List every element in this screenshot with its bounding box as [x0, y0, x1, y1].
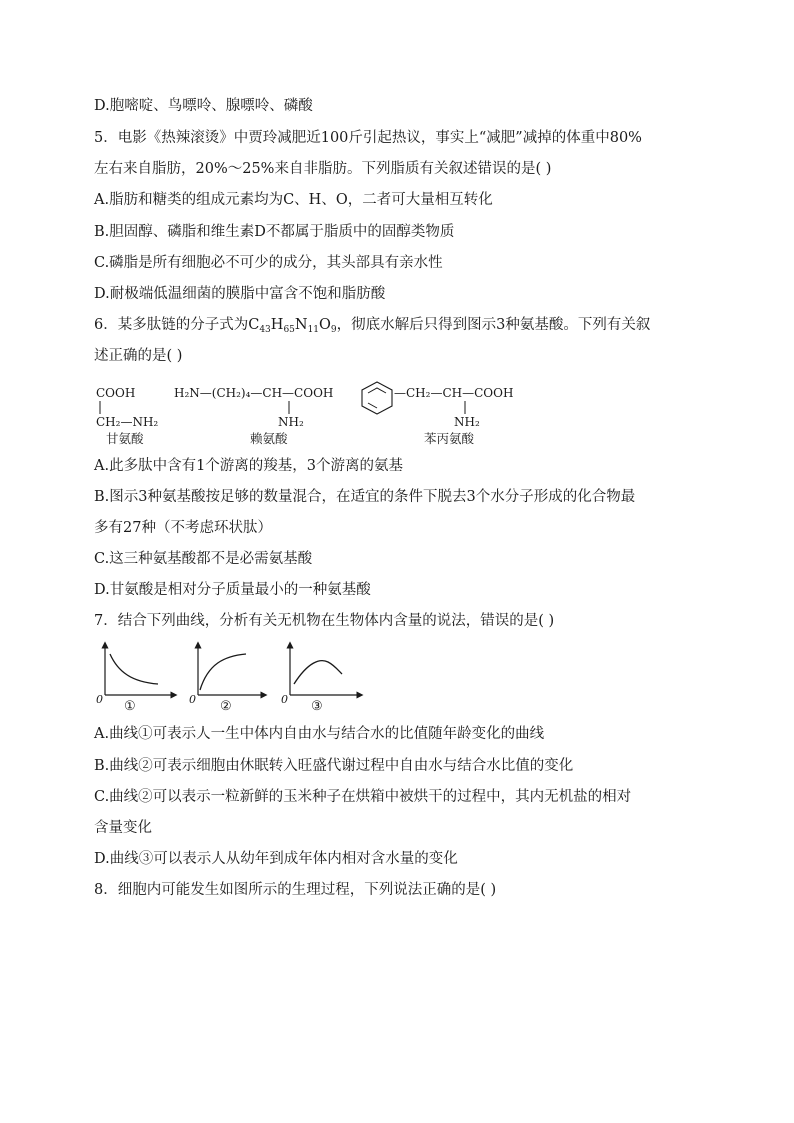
graph-1-label: ①: [124, 699, 136, 714]
benzene-double-bond-b: [368, 403, 377, 408]
q6-h-count: 65: [283, 325, 295, 335]
q6-n-element: N: [294, 317, 308, 333]
graph-2-curve: [200, 654, 246, 690]
q8-stem: 8．细胞内可能发生如图所示的生理过程，下列说法正确的是( ): [94, 882, 497, 898]
amino-acid-structures: [94, 376, 554, 454]
q6-o-element: O: [319, 317, 331, 333]
q5-option-b: B.胆固醇、磷脂和维生素D不都属于脂质中的固醇类物质: [94, 224, 455, 240]
graph-3: [281, 645, 360, 714]
q6-stem-post: ，彻底水解后只得到图示3种氨基酸。下列有关叙: [336, 317, 651, 333]
q7-option-c-line1: C.曲线②可以表示一粒新鲜的玉米种子在烘箱中被烘干的过程中，其内无机盐的相对: [94, 789, 632, 805]
q5-stem-line1: 5．电影《热辣滚烫》中贾玲减肥近100斤引起热议，事实上“减肥”减掉的体重中80%: [94, 130, 642, 146]
q6-option-b-line1: B.图示3种氨基酸按足够的数量混合，在适宜的条件下脱去3个水分子形成的化合物最: [94, 489, 636, 505]
graph-2-label: ②: [220, 699, 232, 714]
lysine-nh2: NH₂: [278, 415, 304, 429]
q6-option-d: D.甘氨酸是相对分子质量最小的一种氨基酸: [94, 582, 371, 598]
q5-option-d: D.耐极端低温细菌的膜脂中富含不饱和脂肪酸: [94, 286, 386, 302]
graph-1-curve: [110, 654, 158, 684]
q5-option-a: A.脂肪和糖类的组成元素均为C、H、O，二者可大量相互转化: [94, 192, 493, 208]
glycine-ch2nh2: CH₂—NH₂: [96, 415, 159, 429]
q6-n-count: 11: [307, 325, 320, 335]
graph-3-origin: 0: [281, 693, 288, 706]
q6-option-a: A.此多肽中含有1个游离的羧基，3个游离的氨基: [94, 458, 404, 474]
q6-stem-pre: 6．某多肽链的分子式为C: [94, 317, 260, 333]
lysine-name: 赖氨酸: [250, 431, 288, 446]
graph-3-curve: [294, 661, 342, 684]
q6-h-element: H: [270, 317, 284, 333]
benzene-double-bond-a: [368, 388, 386, 393]
graph-2-origin: 0: [189, 693, 196, 706]
q7-option-d: D.曲线③可以表示人从幼年到成年体内相对含水量的变化: [94, 851, 458, 867]
graph-3-label: ③: [311, 699, 323, 714]
q7-option-b: B.曲线②可表示细胞由休眠转入旺盛代谢过程中自由水与结合水比值的变化: [94, 758, 574, 774]
q6-stem-line2: 述正确的是( ): [94, 348, 183, 364]
q7-option-a: A.曲线①可表示人一生中体内自由水与结合水的比值随年龄变化的曲线: [94, 726, 545, 742]
q5-stem-line2: 左右来自脂肪，20%～25%来自非脂肪。下列脂质有关叙述错误的是( ): [94, 161, 552, 177]
glycine-name: 甘氨酸: [106, 431, 144, 446]
graph-1: [96, 645, 174, 714]
q6-stem-line1: [94, 315, 714, 335]
graph-2: [189, 645, 264, 714]
q6-option-b-line2: 多有27种（不考虑环状肽）: [94, 520, 272, 536]
phenylalanine-chain: —CH₂—CH—COOH: [394, 386, 514, 400]
q6-c-count: 43: [259, 325, 271, 335]
q4-option-d: D.胞嘧啶、鸟嘌呤、腺嘌呤、磷酸: [94, 98, 313, 114]
benzene-ring-icon: [362, 382, 392, 414]
q5-option-c: C.磷脂是所有细胞必不可少的成分，其头部具有亲水性: [94, 255, 443, 271]
q6-option-c: C.这三种氨基酸都不是必需氨基酸: [94, 551, 313, 567]
glycine-cooh: COOH: [96, 386, 136, 400]
phenylalanine-nh2: NH₂: [454, 415, 480, 429]
q6-o-count: 9: [330, 325, 337, 335]
graph-1-origin: 0: [96, 693, 103, 706]
lysine-chain: H₂N—(CH₂)₄—CH—COOH: [174, 386, 334, 400]
q7-curve-graphs: [94, 640, 374, 718]
phenylalanine-name: 苯丙氨酸: [424, 431, 475, 446]
q7-option-c-line2: 含量变化: [94, 820, 152, 836]
q7-stem: 7．结合下列曲线，分析有关无机物在生物体内含量的说法，错误的是( ): [94, 613, 555, 629]
